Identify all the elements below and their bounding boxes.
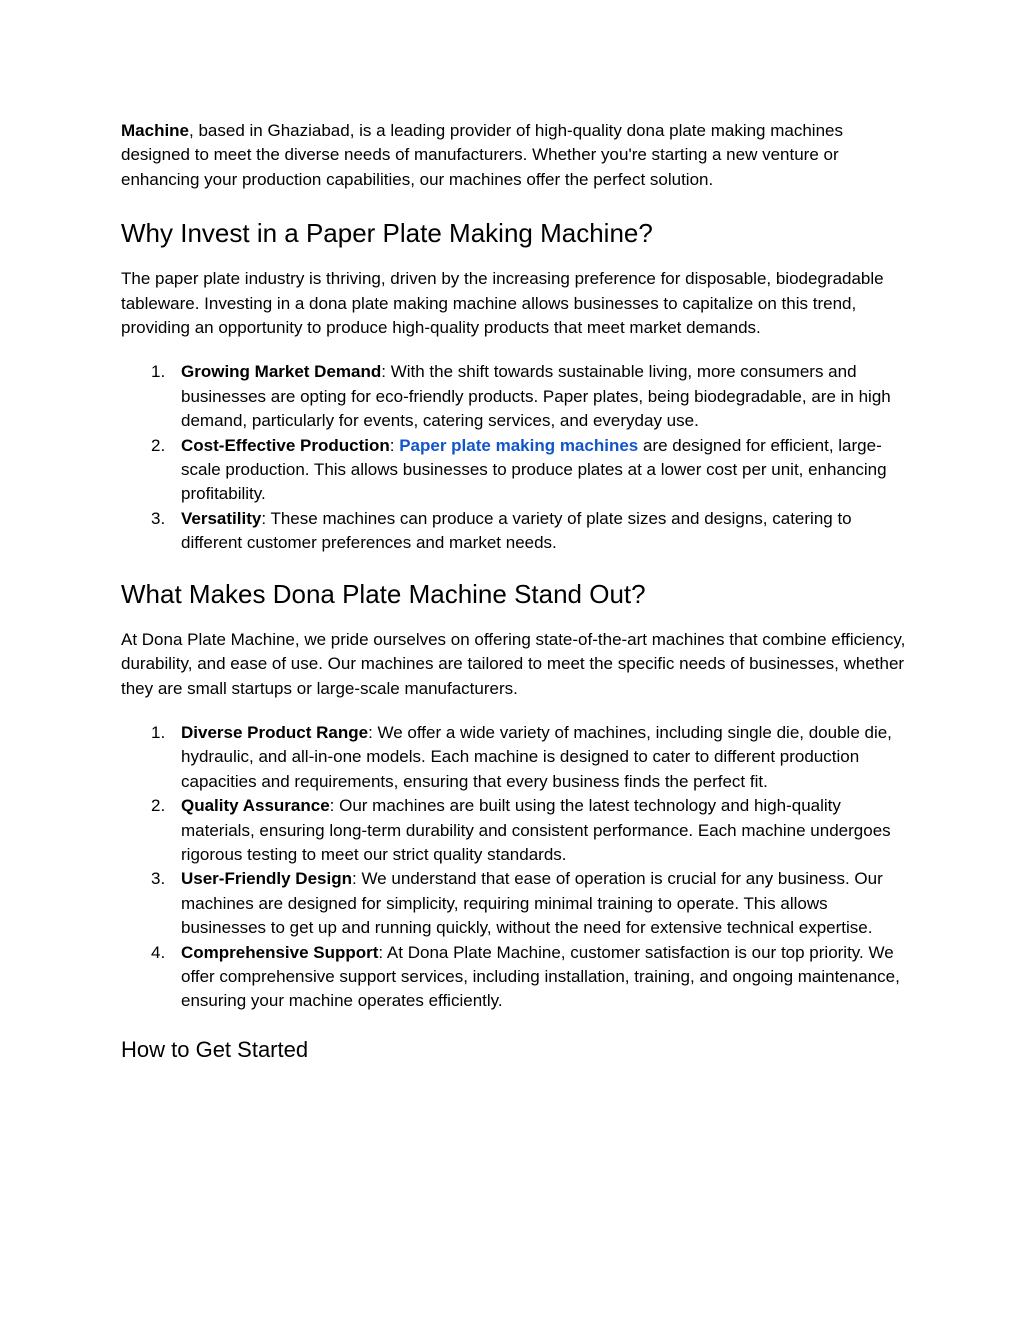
heading-get-started: How to Get Started: [121, 1036, 309, 1062]
item-separator: :: [389, 435, 400, 455]
item-text: : We understand that ease of operation is crucial for any business. Our machines are designed for simplicity, requiring minimal training to operate. This allows businesses to get up and running quickly, without the need for extensive technical expertise.: [181, 869, 883, 938]
list-item: [121, 794, 907, 867]
item-text: : These machines can produce a variety of plate sizes and designs, catering to different customer preferences and market needs.: [181, 508, 852, 553]
item-text: are designed for efficient, large-scale production. This allows businesses to produce plates at a lower cost per unit, enhancing profitability.: [181, 435, 887, 504]
item-text: : We offer a wide variety of machines, including single die, double die, hydraulic, and all-in-one models. Each machine is designed to cater to different production capacities and requirements, ensuring that every business finds the perfect fit.: [181, 722, 892, 791]
item-title: Versatility: [181, 508, 262, 528]
item-title: User-Friendly Design: [181, 869, 352, 889]
paper-plate-machines-link[interactable]: Paper plate making machines: [399, 435, 639, 455]
list-number: 1.: [151, 722, 166, 742]
intro-bold: Machine: [121, 121, 190, 140]
item-title: Comprehensive Support: [181, 942, 379, 962]
list-number: 2.: [151, 796, 166, 816]
heading-stand-out: What Makes Dona Plate Machine Stand Out?: [121, 578, 646, 609]
intro-paragraph: [121, 119, 907, 192]
list-item: [121, 867, 907, 940]
item-title: Cost-Effective Production: [181, 435, 390, 455]
list-item: [121, 507, 907, 556]
why-invest-list: [121, 360, 907, 555]
document-page: [121, 119, 907, 1064]
stand-out-paragraph: At Dona Plate Machine, we pride ourselves on offering state-of-the-art machines that combine efficiency, durability, and ease of use. Our machines are tailored to meet the specific needs of businesses, whether they are small startups or large-scale manufacturers.: [121, 629, 906, 698]
why-invest-paragraph: The paper plate industry is thriving, driven by the increasing preference for disposable, biodegradable tableware. Investing in a dona plate making machine allows businesses to capitalize on this trend, providing an opportunity to produce high-quality products that meet market demands.: [121, 269, 884, 338]
item-text: : At Dona Plate Machine, customer satisfaction is our top priority. We offer comprehensive support services, including installation, training, and ongoing maintenance, ensuring your machine operates efficiently.: [181, 942, 900, 1011]
list-number: 4.: [151, 942, 166, 962]
list-item: [121, 434, 907, 507]
stand-out-list: [121, 721, 907, 1014]
intro-text: , based in Ghaziabad, is a leading provider of high-quality dona plate making machines designed to meet the diverse needs of manufacturers. Whether you're starting a new venture or enhancing your production capabilities, our machines offer the perfect solution.: [121, 121, 843, 189]
list-number: 1.: [151, 362, 166, 382]
list-number: 3.: [151, 869, 166, 889]
item-title: Diverse Product Range: [181, 722, 369, 742]
list-item: [121, 941, 907, 1014]
list-item: [121, 721, 907, 794]
item-title: Quality Assurance: [181, 796, 330, 816]
list-number: 2.: [151, 435, 166, 455]
list-number: 3.: [151, 508, 166, 528]
item-text: : With the shift towards sustainable living, more consumers and businesses are opting for eco-friendly products. Paper plates, being biodegradable, are in high demand, particularly for events, catering services, and everyday use.: [181, 362, 891, 431]
heading-why-invest: Why Invest in a Paper Plate Making Machine?: [121, 218, 653, 249]
item-title: Growing Market Demand: [181, 362, 382, 382]
item-text: : Our machines are built using the latest technology and high-quality materials, ensuring long-term durability and consistent performance. Each machine undergoes rigorous testing to meet our strict quality standards.: [181, 796, 891, 864]
list-item: [121, 360, 907, 433]
